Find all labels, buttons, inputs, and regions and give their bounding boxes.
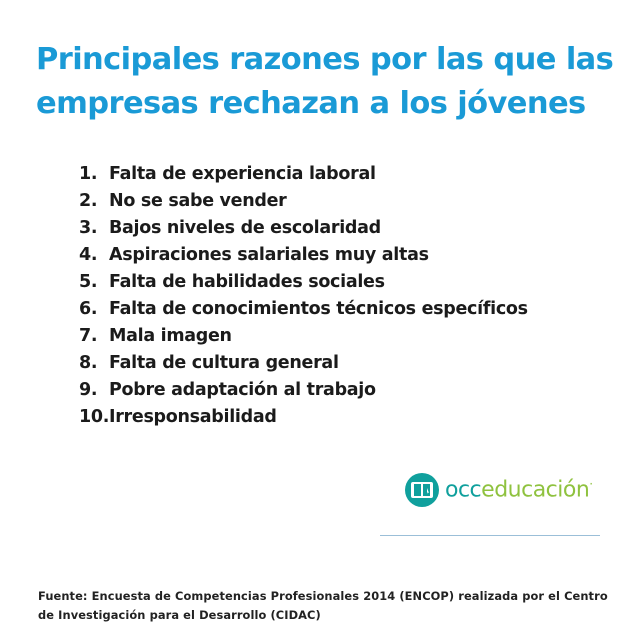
list-item (79, 296, 528, 323)
title-line-2: empresas rechazan a los jóvenes (36, 86, 586, 122)
list-item (79, 350, 528, 377)
item-text: Falta de conocimientos técnicos específicos (109, 299, 528, 319)
source-note (38, 587, 633, 625)
item-text: Mala imagen (109, 326, 232, 346)
logo-occ-text: occ (445, 477, 482, 503)
item-text: Bajos niveles de escolaridad (109, 218, 381, 238)
item-text: Irresponsabilidad (109, 407, 277, 427)
list-item (79, 188, 528, 215)
item-text: Falta de cultura general (109, 353, 339, 373)
item-number: 8. (79, 353, 98, 373)
logo-dot: · (589, 477, 593, 492)
occeducacion-logo (405, 472, 593, 508)
list-item (79, 404, 528, 431)
list-item (79, 377, 528, 404)
list-item (79, 161, 528, 188)
item-number: 2. (79, 191, 98, 211)
item-number: 5. (79, 272, 98, 292)
item-text: Aspiraciones salariales muy altas (109, 245, 429, 265)
list-item (79, 242, 528, 269)
item-text: Falta de habilidades sociales (109, 272, 385, 292)
item-text: Pobre adaptación al trabajo (109, 380, 376, 400)
item-number: 3. (79, 218, 98, 238)
book-icon (405, 473, 439, 507)
book-icon-glyph (410, 480, 434, 500)
source-line-1: Fuente: Encuesta de Competencias Profesionales 2014 (ENCOP) realizada por el Centro (38, 589, 608, 604)
list-item (79, 269, 528, 296)
item-text: Falta de experiencia laboral (109, 164, 376, 184)
item-text: No se sabe vender (109, 191, 287, 211)
logo-wordmark (445, 477, 593, 502)
title-line-1: Principales razones por las que las (36, 42, 614, 78)
list-item (79, 323, 528, 350)
list-item (79, 215, 528, 242)
item-number: 4. (79, 245, 98, 265)
item-number: 9. (79, 380, 98, 400)
logo-educacion-text: educación (481, 477, 590, 503)
item-number: 1. (79, 164, 98, 184)
divider (380, 535, 600, 536)
item-number: 10. (79, 407, 110, 427)
item-number: 6. (79, 299, 98, 319)
page-title (36, 38, 626, 126)
source-line-2: de Investigación para el Desarrollo (CIDAC) (38, 608, 321, 623)
item-number: 7. (79, 326, 98, 346)
reasons-list (79, 161, 528, 431)
